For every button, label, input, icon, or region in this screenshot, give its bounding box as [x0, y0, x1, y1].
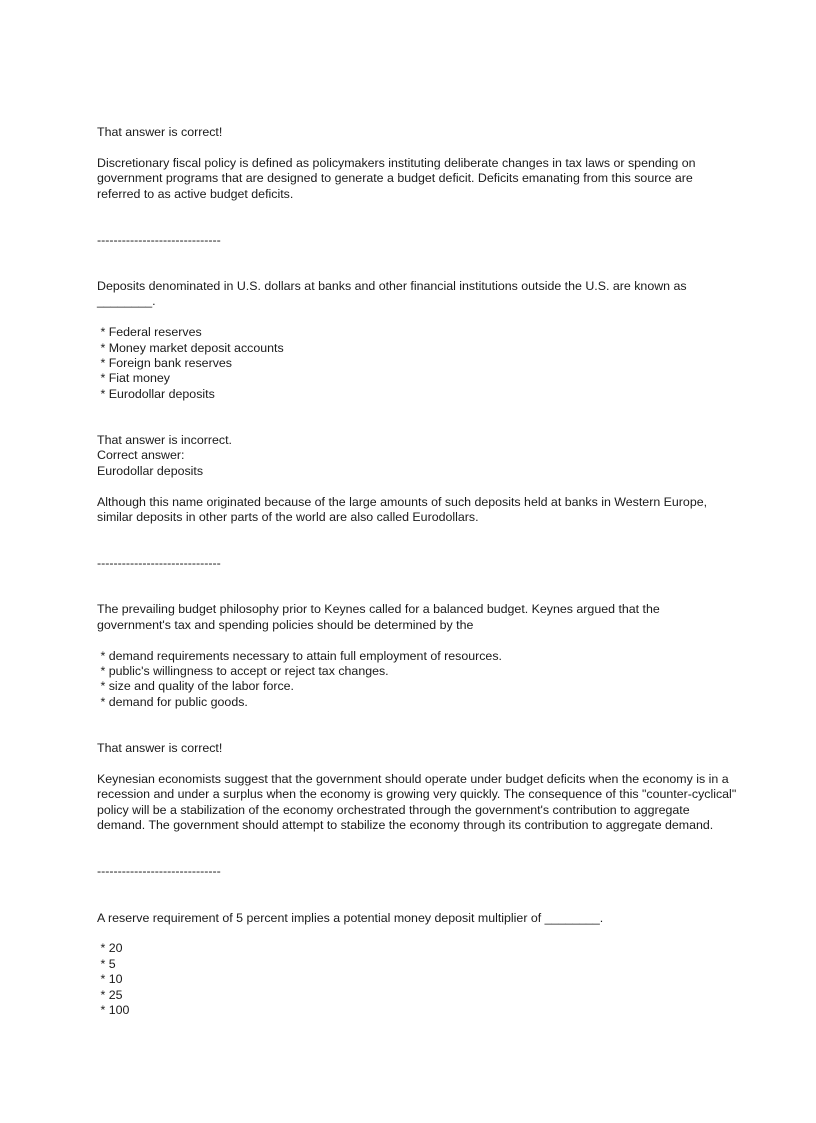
option-item: * Federal reserves: [97, 325, 202, 340]
explanation-text: Although this name originated because of the large amounts of such deposits held at banks in Western Europe, similar deposits in other parts of the world are also called Eurodollars.: [97, 494, 711, 525]
option-item: * public's willingness to accept or reject tax changes.: [97, 664, 389, 679]
result-text: That answer is correct!: [97, 741, 223, 756]
correct-answer-value: Eurodollar deposits: [97, 463, 204, 478]
question-text: Deposits denominated in U.S. dollars at banks and other financial institutions outside the U.S. are known as ________.: [97, 279, 691, 309]
option-item: * 5: [97, 956, 116, 971]
explanation-text: Discretionary fiscal policy is defined as policymakers instituting deliberate changes in tax laws or spending on government programs that are designed to generate a budget deficit. Deficits emanating from this source are referred to as active budget deficits.: [97, 155, 699, 201]
option-item: * demand requirements necessary to attain full employment of resources.: [97, 648, 502, 663]
option-item: * size and quality of the labor force.: [97, 679, 294, 694]
result-text: That answer is incorrect.: [97, 433, 232, 448]
question-text: The prevailing budget philosophy prior to Keynes called for a balanced budget. Keynes argued that the government's tax and spending policies should be determined by the: [97, 602, 664, 632]
result-text: That answer is correct!: [97, 125, 223, 139]
option-list: [97, 941, 737, 1018]
separator: ------------------------------: [97, 232, 221, 247]
document-page: [97, 125, 740, 1018]
separator: ------------------------------: [97, 864, 221, 879]
option-item: * 100: [97, 1002, 130, 1017]
question-text: A reserve requirement of 5 percent implies a potential money deposit multiplier of ________.: [97, 910, 604, 925]
option-item: * 25: [97, 987, 123, 1002]
explanation-text: Keynesian economists suggest that the government should operate under budget deficits when the economy is in a recession and under a surplus when the economy is growing very quickly. The consequence of this "counter-cyclical" policy will be a stabilization of the economy orchestrated through the government's contribution to aggregate demand. The government should attempt to stabilize the economy through its contribution to aggregate demand.: [97, 771, 740, 833]
option-item: * 20: [97, 941, 123, 956]
correct-answer-label: Correct answer:: [97, 448, 185, 463]
option-item: * Money market deposit accounts: [97, 340, 284, 355]
separator: ------------------------------: [97, 556, 221, 571]
option-item: * Fiat money: [97, 371, 170, 386]
option-item: * Eurodollar deposits: [97, 386, 215, 401]
option-list: [97, 649, 737, 711]
option-item: * demand for public goods.: [97, 694, 248, 709]
option-item: * Foreign bank reserves: [97, 356, 232, 371]
option-list: [97, 325, 737, 402]
option-item: * 10: [97, 972, 123, 987]
